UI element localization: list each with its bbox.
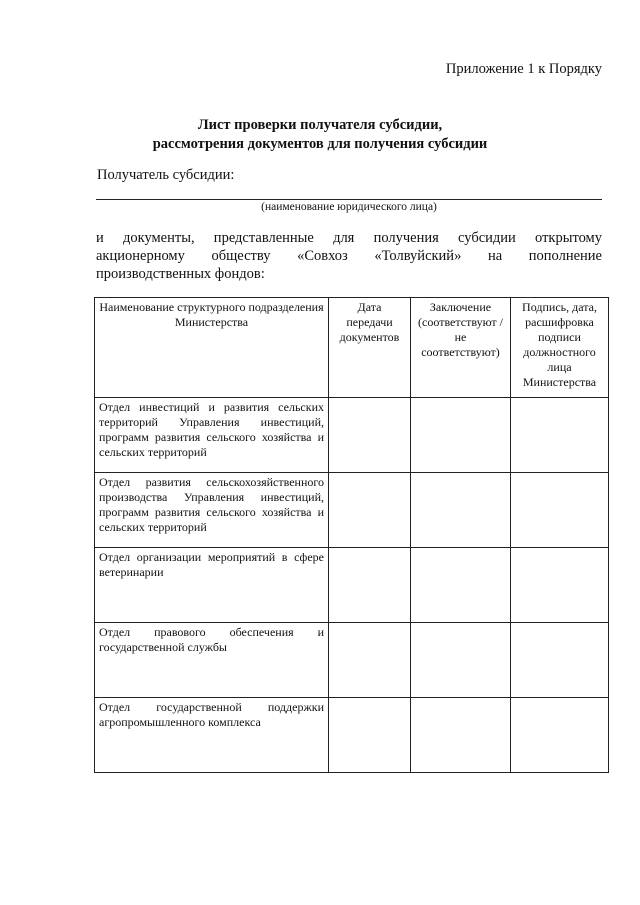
date-cell[interactable] (329, 548, 411, 623)
table-row (95, 473, 609, 548)
recipient-label: Получатель субсидии: (97, 167, 235, 183)
table-header-row (95, 298, 609, 398)
header-conclusion: Заключение (соответствуют / не соответствуют) (411, 298, 511, 398)
signature-cell[interactable] (511, 548, 609, 623)
table-row (95, 398, 609, 473)
department-name: Отдел правового обеспечения и государственной службы (95, 623, 329, 698)
table-row (95, 548, 609, 623)
recipient-fill-line (96, 199, 602, 200)
header-date: Дата передачи документов (329, 298, 411, 398)
department-name: Отдел развития сельскохозяйственного производства Управления инвестиций, программ развития сельского хозяйства и сельских территорий (95, 473, 329, 548)
conclusion-cell[interactable] (411, 698, 511, 773)
department-name: Отдел государственной поддержки агропромышленного комплекса (95, 698, 329, 773)
date-cell[interactable] (329, 698, 411, 773)
header-signature: Подпись, дата, расшифровка подписи должностного лица Министерства (511, 298, 609, 398)
department-name: Отдел организации мероприятий в сфере ветеринарии (95, 548, 329, 623)
table-row (95, 623, 609, 698)
intro-line-2: акционерному обществу «Совхоз «Толвуйский» на пополнение (96, 248, 602, 264)
date-cell[interactable] (329, 473, 411, 548)
date-cell[interactable] (329, 623, 411, 698)
header-department: Наименование структурного подразделения Министерства (95, 298, 329, 398)
signature-cell[interactable] (511, 398, 609, 473)
signature-cell[interactable] (511, 698, 609, 773)
signature-cell[interactable] (511, 623, 609, 698)
intro-line-1: и документы, представленные для получения субсидии открытому (96, 230, 602, 246)
recipient-hint: (наименование юридического лица) (261, 201, 437, 213)
conclusion-cell[interactable] (411, 473, 511, 548)
document-title (0, 116, 640, 154)
table-row (95, 698, 609, 773)
date-cell[interactable] (329, 398, 411, 473)
conclusion-cell[interactable] (411, 398, 511, 473)
title-line-2: рассмотрения документов для получения субсидии (152, 136, 488, 152)
review-table (94, 297, 609, 773)
department-name: Отдел инвестиций и развития сельских территорий Управления инвестиций, программ развития сельского хозяйства и сельских территорий (95, 398, 329, 473)
appendix-reference: Приложение 1 к Порядку (445, 61, 602, 77)
title-line-1: Лист проверки получателя субсидии, (197, 117, 443, 133)
intro-line-3: производственных фондов: (96, 266, 265, 282)
intro-paragraph (96, 229, 602, 283)
signature-cell[interactable] (511, 473, 609, 548)
conclusion-cell[interactable] (411, 548, 511, 623)
conclusion-cell[interactable] (411, 623, 511, 698)
